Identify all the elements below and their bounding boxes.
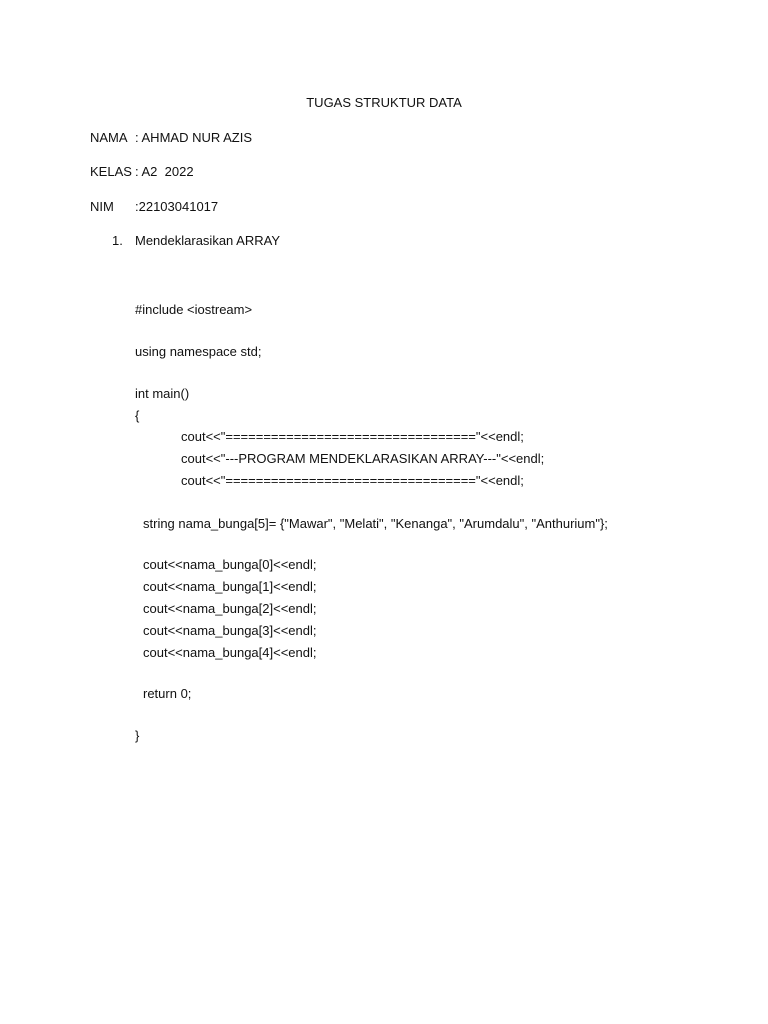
nama-label: NAMA: [90, 130, 128, 145]
list-item-number: 1.: [112, 233, 123, 248]
code-line: }: [135, 728, 140, 743]
list-item-text: Mendeklarasikan ARRAY: [135, 233, 280, 248]
code-line: cout<<nama_bunga[2]<<endl;: [143, 601, 317, 616]
code-line: {: [135, 408, 140, 423]
code-line: cout<<nama_bunga[1]<<endl;: [143, 579, 317, 594]
code-line: using namespace std;: [135, 344, 262, 359]
code-line: cout<<"================================="<<endl;: [181, 473, 524, 488]
code-line: string nama_bunga[5]= {"Mawar", "Melati", "Kenanga", "Arumdalu", "Anthurium"};: [143, 516, 608, 531]
code-line: cout<<"================================="<<endl;: [181, 429, 524, 444]
code-line: return 0;: [143, 686, 192, 701]
nim-label: NIM: [90, 199, 114, 214]
nim-value: :22103041017: [135, 199, 219, 214]
kelas-value: : A2 2022: [135, 164, 194, 179]
code-line: cout<<"---PROGRAM MENDEKLARASIKAN ARRAY---"<<endl;: [181, 451, 545, 466]
code-line: cout<<nama_bunga[0]<<endl;: [143, 557, 317, 572]
code-line: cout<<nama_bunga[4]<<endl;: [143, 645, 317, 660]
nama-value: : AHMAD NUR AZIS: [135, 130, 253, 145]
code-line: #include <iostream>: [135, 302, 253, 317]
document-title: TUGAS STRUKTUR DATA: [306, 95, 462, 110]
code-line: cout<<nama_bunga[3]<<endl;: [143, 623, 317, 638]
code-line: int main(): [135, 386, 190, 401]
kelas-label: KELAS: [90, 164, 132, 179]
